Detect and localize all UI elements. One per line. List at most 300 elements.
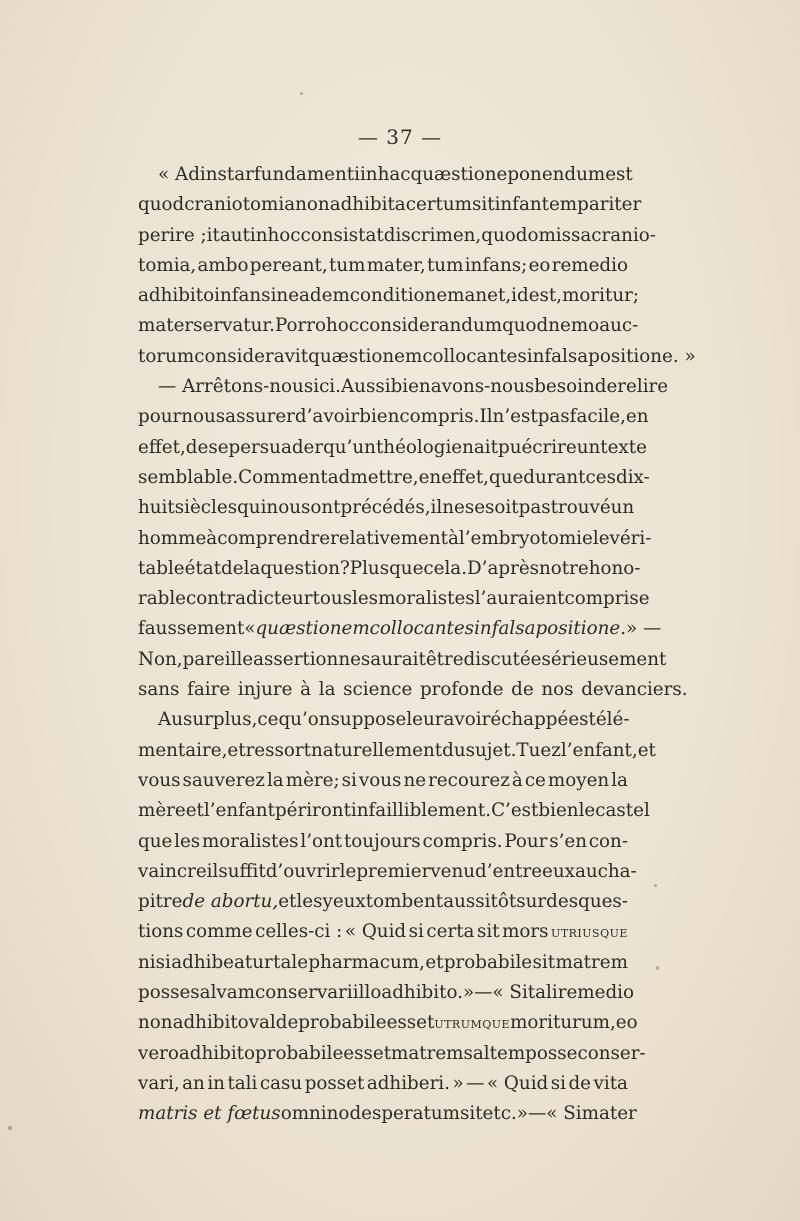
word: bien (390, 376, 431, 398)
word: Pour (504, 830, 548, 852)
word: tombent (365, 891, 444, 913)
word: adhibita (329, 194, 406, 216)
word: vari, (138, 1072, 180, 1094)
text-line (138, 463, 650, 493)
word: est (605, 164, 633, 185)
word: soit (485, 497, 519, 519)
word: moriturum, (510, 1012, 616, 1034)
word: la (243, 557, 261, 579)
word: » (462, 982, 475, 1004)
word: de (185, 436, 209, 458)
word: infailliblement. (350, 800, 492, 822)
word: conditione (349, 285, 448, 307)
word: omissa (527, 224, 592, 246)
word: quod (481, 224, 528, 246)
word: saltem (463, 1042, 526, 1064)
word: il (430, 497, 443, 519)
word: compris. (399, 406, 480, 428)
word: que (389, 557, 424, 579)
word: — (474, 982, 493, 1004)
word: précédés, (340, 497, 431, 519)
text-line (138, 736, 656, 766)
word: positione. » (588, 345, 696, 367)
word: infans (214, 285, 271, 307)
word: quæstionem (255, 618, 370, 640)
word: valde (248, 1012, 299, 1034)
word: pitre (138, 891, 183, 913)
word: mère (138, 800, 186, 822)
word: adhiberi. (366, 1072, 450, 1094)
word: Comment (238, 466, 328, 488)
word: in (207, 1072, 225, 1094)
word: sauverez (182, 769, 265, 791)
word: adhibito (178, 1042, 256, 1064)
word: relativement (330, 527, 448, 549)
word: utrumque (434, 1014, 511, 1033)
text-line (138, 675, 688, 705)
word: l’auraient (474, 588, 565, 610)
word: » (516, 1103, 528, 1125)
word: moralistes (201, 830, 299, 852)
word: Au (158, 709, 183, 731)
word: des (546, 891, 579, 913)
word: « Si (492, 982, 528, 1004)
word: pareille (182, 648, 254, 670)
word: salvam (190, 982, 255, 1004)
word: ressort (245, 739, 311, 761)
word: « Si (546, 1103, 582, 1125)
word: probabile (443, 951, 533, 973)
word: cha- (597, 860, 637, 882)
text-line (138, 645, 667, 675)
word: mère; (285, 769, 340, 791)
word: nemo (548, 315, 600, 337)
word: l’enfant (203, 800, 275, 822)
text-line (138, 857, 637, 887)
word: les (174, 830, 201, 852)
word: quæstionem (308, 345, 423, 367)
word: qu’un (323, 436, 376, 458)
word: falsa (491, 618, 536, 640)
word: besoin (534, 376, 595, 398)
word: ambo (197, 254, 249, 276)
word: hono- (588, 557, 641, 579)
word: la (611, 769, 628, 791)
word: Tuez (516, 739, 561, 761)
word: se (464, 497, 486, 519)
word: bien (538, 800, 579, 822)
word: dix- (616, 466, 650, 488)
word: se (208, 436, 229, 458)
text-line (138, 554, 641, 584)
word: échappé (490, 709, 569, 731)
word: mentaire, (138, 739, 228, 761)
word: instar (199, 164, 254, 185)
word: con- (588, 830, 628, 852)
text-line (138, 190, 642, 220)
word: ponendum (507, 164, 606, 185)
word: aussitôt (443, 891, 517, 913)
word: in (359, 164, 378, 185)
word: sit (532, 951, 556, 973)
word: bien (359, 406, 400, 428)
word: sans (138, 679, 180, 701)
word: d’entre (475, 860, 543, 882)
word: esset (386, 1012, 435, 1034)
paper-speck (390, 1080, 392, 1082)
word: sur (516, 891, 547, 913)
word: perire ; (138, 224, 207, 246)
word: fundamenti (253, 164, 360, 185)
word: adhibito. (381, 982, 463, 1004)
word: devanciers. (581, 679, 688, 701)
word: toujours (343, 830, 421, 852)
word: à (300, 679, 312, 701)
word: matrem (555, 951, 628, 973)
word: conser- (577, 1042, 646, 1064)
word: esset (343, 1042, 392, 1064)
word: « Quid (486, 1072, 549, 1094)
word: pour (138, 406, 182, 428)
word: nos (541, 679, 574, 701)
word: rable (138, 588, 187, 610)
word: quod (502, 315, 549, 337)
word: tum (426, 254, 464, 276)
word: véri- (609, 527, 652, 549)
word: l’enfant, (560, 739, 638, 761)
word: ne (403, 769, 427, 791)
word: falsa (544, 345, 589, 367)
word: pariter (577, 194, 642, 216)
word: adhibito (172, 1012, 249, 1034)
word: Plus (349, 557, 390, 579)
word: consideravit (194, 345, 309, 367)
word: question? (260, 557, 350, 579)
text-line (138, 1039, 646, 1069)
word: vero (138, 1042, 179, 1064)
word: leur (406, 709, 444, 731)
word: Il (479, 406, 493, 428)
word: saurait (360, 648, 426, 670)
word: discrimen, (383, 224, 482, 246)
word: eadem (288, 285, 350, 307)
word: effet, (138, 436, 186, 458)
word: siècles (174, 497, 238, 519)
word: ces (585, 466, 616, 488)
word: nisi (138, 951, 171, 973)
word: matrem (391, 1042, 464, 1064)
word: table (138, 557, 185, 579)
word: de (568, 1072, 592, 1094)
word: nous (266, 497, 311, 519)
word: in (249, 224, 268, 246)
word: périront (274, 800, 351, 822)
word: homme (138, 527, 207, 549)
text-line (138, 342, 696, 372)
word: à (447, 527, 459, 549)
word: positione. (535, 618, 627, 640)
word: craniotomia (184, 194, 296, 216)
word: est (568, 709, 596, 731)
word: hoc (326, 315, 360, 337)
word: eo (528, 254, 551, 276)
word: le (339, 860, 357, 882)
word: en (418, 466, 442, 488)
word: sujet. (465, 739, 517, 761)
word: cranio- (591, 224, 656, 246)
text-line (138, 402, 649, 432)
word: vaincre (138, 860, 207, 882)
word: non (138, 1012, 173, 1034)
word: an (182, 1072, 205, 1094)
word: comprendre (217, 527, 331, 549)
text-line (138, 917, 628, 947)
word: le (578, 800, 596, 822)
word: profonde (419, 679, 504, 701)
word: ce (257, 709, 279, 731)
word: texte (600, 436, 647, 458)
word: et (637, 739, 656, 761)
word: tions (138, 921, 184, 943)
word: du (442, 739, 466, 761)
text-line (138, 948, 628, 978)
word: Non, (138, 648, 183, 670)
word: que (489, 466, 524, 488)
word: si (408, 921, 424, 943)
word: être (425, 648, 464, 670)
word: tomia, (138, 254, 197, 276)
word: infans; (464, 254, 528, 276)
word: venu (430, 860, 476, 882)
word: conservari (255, 982, 353, 1004)
paper-speck (654, 884, 657, 887)
word: servatur. (193, 315, 275, 337)
word: durant (523, 466, 586, 488)
text-line (138, 827, 628, 857)
word: et (425, 951, 444, 973)
text-line (138, 433, 647, 463)
word: Aussi (340, 376, 391, 398)
text-line (138, 1099, 637, 1129)
word: ce (524, 769, 546, 791)
word: suppose (330, 709, 407, 731)
word: celles-ci : (255, 921, 343, 943)
word: tel (625, 800, 650, 822)
word: omnino (280, 1103, 350, 1125)
word: huit (138, 497, 175, 519)
word: notre (539, 557, 589, 579)
word: n’est (492, 406, 538, 428)
word: nous (181, 406, 226, 428)
word: sit (471, 194, 495, 216)
word: science (343, 679, 413, 701)
word: faire (187, 679, 231, 701)
body-text (138, 160, 696, 1130)
word: assurer (225, 406, 295, 428)
text-line (138, 281, 640, 311)
word: hac (377, 164, 411, 185)
word: sit (476, 921, 500, 943)
word: naturellement (310, 739, 443, 761)
text-line (138, 160, 633, 190)
word: effet, (441, 466, 489, 488)
word: » (452, 1072, 464, 1094)
word: recourez (428, 769, 510, 791)
text-line (138, 766, 628, 796)
text-line (138, 221, 656, 251)
word: compris. (422, 830, 503, 852)
word: — (527, 1103, 547, 1125)
word: vita (593, 1072, 628, 1094)
word: — (466, 1072, 485, 1094)
word: ne (442, 497, 465, 519)
word: utriusque (551, 923, 628, 942)
word: id (511, 285, 529, 307)
word: les (296, 891, 323, 913)
word: auc- (599, 315, 639, 337)
word: eo (615, 1012, 638, 1034)
word: comprise (564, 588, 650, 610)
text-line (138, 251, 628, 281)
word: et (227, 739, 246, 761)
word: posset (304, 1072, 365, 1094)
word: hoc (267, 224, 301, 246)
word: de (221, 557, 244, 579)
word: si (341, 769, 357, 791)
text-line (138, 978, 635, 1008)
word: pharmacum, (308, 951, 425, 973)
word: si (550, 1072, 566, 1094)
word: de abortu, (182, 891, 279, 913)
word: sérieusement (541, 648, 667, 670)
text-line (138, 1069, 628, 1099)
word: ne (338, 648, 361, 670)
word: remedio (551, 254, 628, 276)
word: tum (328, 254, 366, 276)
word: torum (138, 345, 195, 367)
word: moralistes (378, 588, 475, 610)
word: surplus, (182, 709, 258, 731)
word: — Arrêtons-nous (158, 376, 314, 398)
word: le (592, 527, 610, 549)
word: Porro (274, 315, 327, 337)
text-line (138, 524, 652, 554)
word: eux (542, 860, 575, 882)
word: que (138, 830, 173, 852)
paper-speck (656, 966, 659, 970)
word: certa (426, 921, 475, 943)
word: suffit (218, 860, 266, 882)
word: tale (273, 951, 309, 973)
word: etc. (482, 1103, 517, 1125)
word: considerandum (359, 315, 503, 337)
word: avons-nous (430, 376, 535, 398)
word: collocantes (422, 345, 527, 367)
word: faussement (138, 618, 245, 640)
word: « Quid (344, 921, 407, 943)
word: posse (138, 982, 191, 1004)
word: ont (310, 497, 341, 519)
word: d’ouvrir (265, 860, 340, 882)
word: D’après (467, 557, 540, 579)
word: matris et fœtus (138, 1103, 281, 1125)
word: théologien (375, 436, 474, 458)
word: de (594, 376, 618, 398)
word: in (474, 618, 492, 640)
word: pereant, (249, 254, 328, 276)
word: adhibeatur (171, 951, 273, 973)
word: comme (185, 921, 253, 943)
word: qu’on (278, 709, 331, 731)
word: cela. (423, 557, 468, 579)
text-line (138, 887, 628, 917)
text-line (138, 1008, 638, 1038)
word: » — (626, 618, 662, 640)
word: la (318, 679, 336, 701)
word: il (206, 860, 219, 882)
word: vous (138, 769, 181, 791)
word: semblable. (138, 466, 239, 488)
word: écrire (521, 436, 577, 458)
text-line (138, 493, 635, 523)
word: est, (528, 285, 563, 307)
word: élé- (595, 709, 630, 731)
word: assertion (253, 648, 339, 670)
word: infantem (494, 194, 578, 216)
word: trouvé (550, 497, 611, 519)
word: en (625, 406, 649, 428)
word: C’est (491, 800, 539, 822)
word: discutée (463, 648, 542, 670)
word: in (526, 345, 545, 367)
text-line (138, 796, 650, 826)
word: au (574, 860, 598, 882)
word: premier (356, 860, 431, 882)
word: desperatum (349, 1103, 460, 1125)
word: persuader (228, 436, 324, 458)
word: casu (259, 1072, 303, 1094)
word: tous (312, 588, 353, 610)
page-number: — 37 — (357, 125, 443, 149)
paper-speck (300, 92, 303, 95)
word: l’ont (300, 830, 343, 852)
word: ques- (578, 891, 628, 913)
word: contradicteur (186, 588, 313, 610)
word: facile, (569, 406, 626, 428)
word: vous (358, 769, 402, 791)
word: les (352, 588, 379, 610)
word: « (244, 618, 256, 640)
word: pas (518, 497, 551, 519)
text-line (138, 584, 650, 614)
word: mater (581, 1103, 637, 1125)
word: mors (502, 921, 549, 943)
word: tali (527, 982, 558, 1004)
word: à (206, 527, 218, 549)
word: avoir (443, 709, 491, 731)
word: admettre, (327, 466, 419, 488)
word: un (610, 497, 635, 519)
word: collocantes (369, 618, 475, 640)
word: illo (352, 982, 382, 1004)
word: tali (227, 1072, 258, 1094)
word: consistat (300, 224, 384, 246)
word: ita (206, 224, 231, 246)
word: cas (595, 800, 626, 822)
word: non (295, 194, 330, 216)
word: ici. (313, 376, 341, 398)
word: remedio (557, 982, 635, 1004)
